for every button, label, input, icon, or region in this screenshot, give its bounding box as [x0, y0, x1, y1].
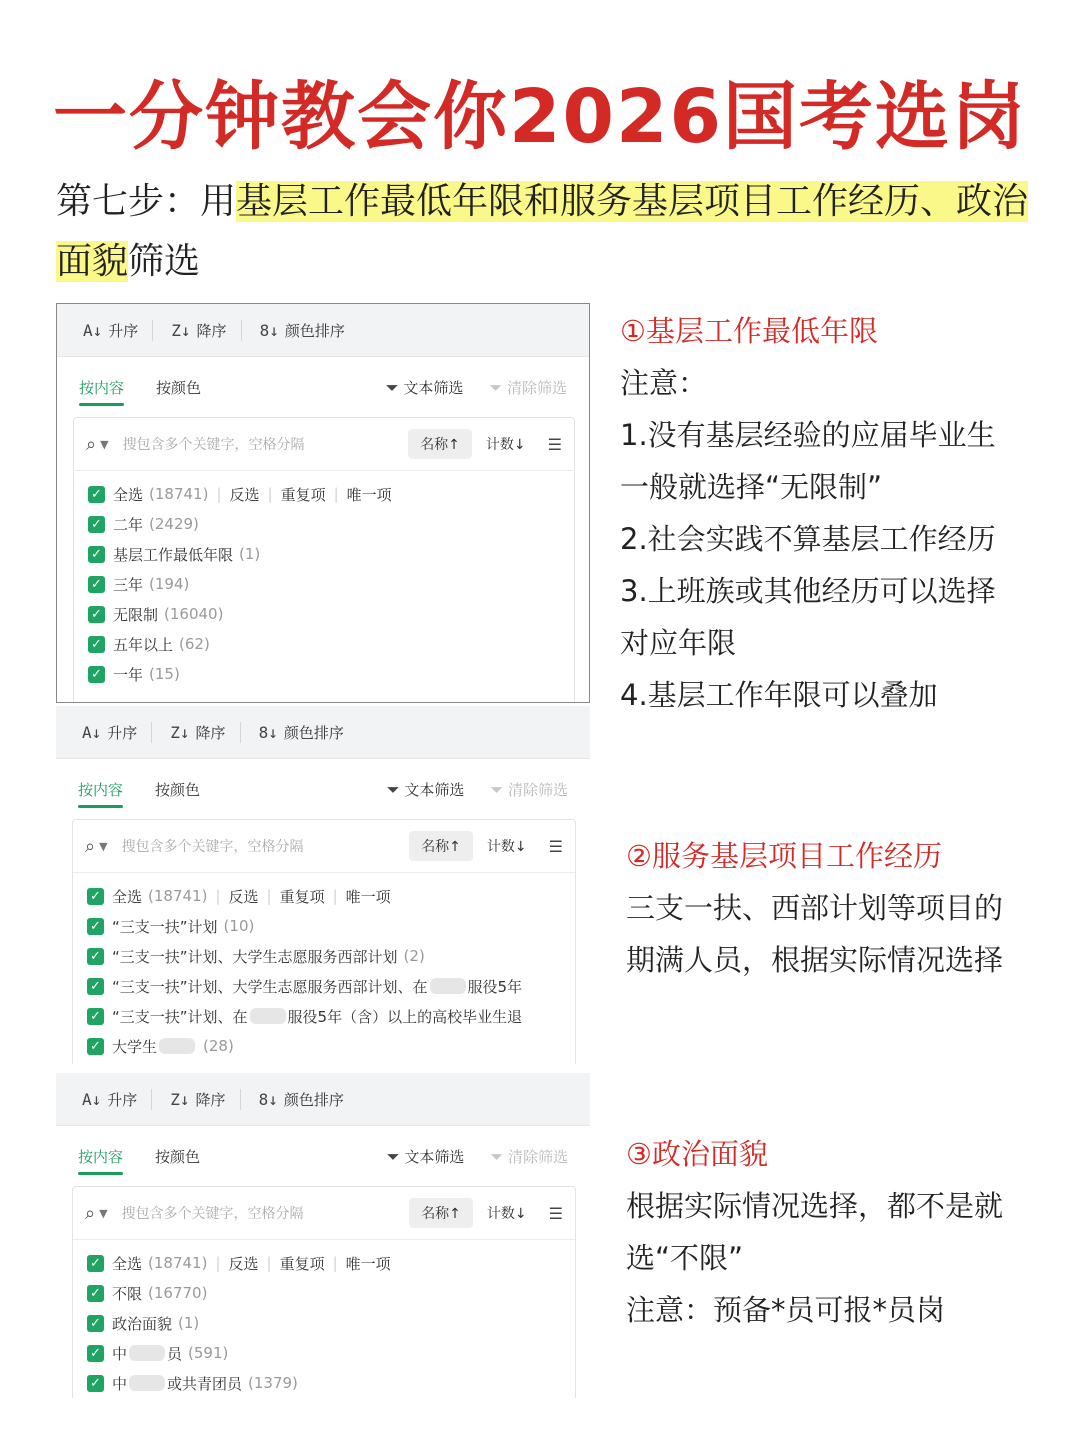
list-item[interactable] [87, 1278, 575, 1308]
note-1-line: 1.没有基层经验的应届毕业生 [620, 418, 996, 452]
note-1-line: 4.基层工作年限可以叠加 [620, 678, 938, 712]
chevron-down-icon[interactable]: ▼ [99, 839, 108, 853]
list-item-label-tail: 或共青团员 [167, 1374, 243, 1393]
search-icon: ⌕ [85, 835, 96, 857]
redacted-blur [250, 1008, 286, 1024]
filter-panel-1 [56, 303, 590, 703]
step-prefix: 第七步：用 [56, 181, 237, 222]
checkbox-icon[interactable]: ✓ [87, 1315, 104, 1332]
sort-toolbar [56, 706, 590, 759]
redacted-blur [129, 1345, 165, 1361]
checkbox-icon[interactable]: ✓ [87, 978, 104, 995]
filter-icon: ⏷ [385, 377, 399, 397]
sort-toolbar [56, 1073, 590, 1126]
sort-by-name-button[interactable]: 名称↑ [408, 429, 472, 459]
select-all-row[interactable]: ✓ 全选 (18741) | 反选 | 重复项 | 唯一项 [88, 479, 574, 509]
checkbox-icon[interactable]: ✓ [88, 516, 105, 533]
invert-button[interactable]: 反选 [229, 485, 260, 504]
list-item-label: 无限制 [113, 605, 159, 624]
select-all-row[interactable]: ✓ 全选 (18741) | 反选 | 重复项 | 唯一项 [87, 881, 575, 911]
list-item-label: 中 [112, 1374, 128, 1393]
list-item-count: (591) [188, 1344, 229, 1362]
note-3-line: 注意：预备*员可报*员岗 [626, 1293, 946, 1327]
color-sort-icon: 8↓ [258, 722, 278, 742]
checkbox-icon[interactable]: ✓ [88, 576, 105, 593]
select-all-row[interactable]: ✓ 全选 (18741) | 反选 | 重复项 | 唯一项 [87, 1248, 575, 1278]
checkbox-icon[interactable]: ✓ [87, 1255, 104, 1272]
clear-filter-button[interactable]: ⏷ 清除筛选 [490, 1146, 568, 1166]
invert-button[interactable]: 反选 [228, 887, 259, 906]
duplicates-button[interactable]: 重复项 [280, 485, 326, 504]
checkbox-icon[interactable]: ✓ [88, 636, 105, 653]
sort-asc-icon: A↓ [83, 320, 103, 340]
filter-panel-2 [56, 706, 590, 1064]
list-item-label: “三支一扶”计划、在 [112, 1007, 248, 1026]
list-item-count: (16040) [164, 605, 224, 623]
list-item-label-tail: 服役5年（含）以上的高校毕业生退 [287, 1007, 523, 1026]
list-item[interactable] [88, 569, 574, 599]
note-1-line: 2.社会实践不算基层工作经历 [620, 522, 996, 556]
checkbox-icon[interactable]: ✓ [87, 918, 104, 935]
sort-asc-button[interactable]: A↓ 升序 [82, 722, 138, 742]
list-item-count: (1) [239, 545, 261, 563]
checkbox-icon[interactable]: ✓ [88, 666, 105, 683]
sort-asc-button[interactable]: A↓ 升序 [82, 1089, 138, 1109]
list-item-count: (1379) [248, 1374, 298, 1392]
filter-tabs [56, 759, 590, 819]
list-item-label-tail: 服役5年 [467, 977, 523, 996]
list-item-label: 不限 [112, 1284, 143, 1303]
list-item-count: (62) [179, 635, 210, 653]
note-1 [620, 305, 996, 721]
list-item-label-tail: 员 [167, 1344, 183, 1363]
list-item-label: 政治面貌 [112, 1314, 173, 1333]
note-2-line: 期满人员，根据实际情况选择 [626, 943, 1004, 977]
list-item-label: 三年 [113, 575, 144, 594]
color-sort-icon: 8↓ [259, 320, 279, 340]
note-3 [626, 1128, 1003, 1336]
checkbox-icon[interactable]: ✓ [87, 948, 104, 965]
search-input[interactable]: 搜包含多个关键字，空格分隔 [122, 437, 305, 453]
checkbox-icon[interactable]: ✓ [88, 486, 105, 503]
color-sort-button[interactable]: 8↓ 颜色排序 [240, 1089, 358, 1110]
list-item[interactable] [88, 659, 574, 689]
step-highlight-2: 面貌 [56, 241, 129, 282]
list-item-count: (2429) [149, 515, 199, 533]
redacted-blur [129, 1375, 165, 1391]
note-1-line: 注意： [620, 366, 708, 400]
list-item-label: “三支一扶”计划、大学生志愿服务西部计划 [112, 947, 398, 966]
page-title: 一分钟教会你2026国考选岗 [53, 74, 1027, 160]
list-item[interactable] [87, 941, 575, 971]
unique-button[interactable]: 唯一项 [345, 887, 391, 906]
duplicates-button[interactable]: 重复项 [279, 1254, 325, 1273]
note-2-line: 三支一扶、西部计划等项目的 [626, 891, 1004, 925]
tab-by-content[interactable]: 按内容 [78, 780, 124, 799]
list-item-count: (15) [149, 665, 180, 683]
checkbox-icon[interactable]: ✓ [87, 1038, 104, 1055]
list-item[interactable] [88, 599, 574, 629]
filter-tabs [57, 357, 589, 417]
sort-desc-icon: Z↓ [170, 1089, 190, 1109]
color-sort-button[interactable]: 8↓ 颜色排序 [241, 320, 359, 341]
value-list [74, 471, 574, 689]
checkbox-icon[interactable]: ✓ [87, 1345, 104, 1362]
note-3-heading: ③政治面貌 [626, 1137, 768, 1171]
sort-asc-button[interactable]: A↓ 升序 [83, 320, 139, 340]
value-list [73, 873, 575, 1061]
unique-button[interactable]: 唯一项 [346, 485, 392, 504]
checkbox-icon[interactable]: ✓ [87, 1008, 104, 1025]
chevron-down-icon[interactable]: ▼ [99, 1206, 108, 1220]
value-list [73, 1240, 575, 1398]
clear-filter-button[interactable]: ⏷ 清除筛选 [489, 377, 567, 397]
list-item[interactable] [88, 509, 574, 539]
checkbox-icon[interactable]: ✓ [88, 606, 105, 623]
text-filter-button[interactable]: ⏷ 文本筛选 [386, 779, 465, 799]
step-instruction [56, 172, 1036, 292]
sort-desc-icon: Z↓ [171, 320, 191, 340]
redacted-blur [159, 1038, 195, 1054]
list-options-icon[interactable]: ☰ [548, 836, 563, 856]
note-1-line: 对应年限 [620, 626, 737, 660]
filter-tabs [56, 1126, 590, 1186]
sort-desc-icon: Z↓ [170, 722, 190, 742]
list-item[interactable] [87, 1368, 575, 1398]
filter-list-box [73, 417, 575, 703]
step-suffix: 筛选 [128, 241, 201, 282]
sort-toolbar [57, 304, 589, 357]
list-item-label: 大学生 [112, 1037, 158, 1056]
step-highlight-1: 基层工作最低年限和服务基层项目工作经历、政治 [236, 181, 1029, 222]
clear-filter-button[interactable]: ⏷ 清除筛选 [490, 779, 568, 799]
tab-by-color[interactable]: 按颜色 [156, 378, 202, 397]
search-icon: ⌕ [86, 433, 97, 455]
note-1-line: 3.上班族或其他经历可以选择 [620, 574, 996, 608]
sort-by-count-button[interactable]: 计数↓ [485, 437, 526, 453]
list-item-label: 中 [112, 1344, 128, 1363]
filter-icon: ⏷ [386, 779, 400, 799]
tab-by-content[interactable]: 按内容 [78, 1147, 124, 1166]
filter-list-box [72, 819, 576, 1064]
list-item-count: (28) [203, 1037, 234, 1055]
tab-by-color[interactable]: 按颜色 [155, 780, 201, 799]
sort-desc-button[interactable]: Z↓ 降序 [151, 1089, 239, 1110]
list-item-label: 一年 [113, 665, 144, 684]
list-item[interactable] [87, 1308, 575, 1338]
list-item-count: (1) [178, 1314, 200, 1332]
invert-button[interactable]: 反选 [228, 1254, 259, 1273]
search-input[interactable]: 搜包含多个关键字，空格分隔 [121, 1206, 304, 1222]
search-icon: ⌕ [85, 1202, 96, 1224]
search-input[interactable]: 搜包含多个关键字，空格分隔 [121, 839, 304, 855]
list-item[interactable] [87, 911, 575, 941]
note-1-line: 一般就选择“无限制” [620, 470, 883, 504]
sort-desc-button[interactable]: Z↓ 降序 [152, 320, 240, 341]
list-item[interactable] [88, 629, 574, 659]
list-options-icon[interactable]: ☰ [547, 434, 562, 454]
list-item[interactable] [87, 971, 575, 1001]
search-bar [73, 1187, 575, 1240]
sort-desc-button[interactable]: Z↓ 降序 [151, 722, 239, 743]
checkbox-icon[interactable]: ✓ [87, 888, 104, 905]
redacted-blur [430, 978, 466, 994]
list-item[interactable] [87, 1001, 575, 1031]
color-sort-button[interactable]: 8↓ 颜色排序 [240, 722, 358, 743]
tab-by-content[interactable]: 按内容 [79, 378, 125, 397]
color-sort-icon: 8↓ [258, 1089, 278, 1109]
clear-filter-icon: ⏷ [490, 1146, 504, 1166]
unique-button[interactable]: 唯一项 [345, 1254, 391, 1273]
search-bar [74, 418, 574, 471]
sort-asc-icon: A↓ [82, 722, 102, 742]
note-3-line: 选“不限” [626, 1241, 744, 1275]
sort-asc-icon: A↓ [82, 1089, 102, 1109]
list-item-count: (2) [403, 947, 425, 965]
list-item-count: (10) [223, 917, 255, 935]
list-item[interactable] [88, 539, 574, 569]
tab-by-color[interactable]: 按颜色 [155, 1147, 201, 1166]
checkbox-icon[interactable]: ✓ [88, 546, 105, 563]
note-1-heading: ①基层工作最低年限 [620, 314, 878, 348]
list-options-icon[interactable]: ☰ [548, 1203, 563, 1223]
sort-by-name-button[interactable]: 名称↑ [409, 831, 473, 861]
list-item-label: 基层工作最低年限 [113, 545, 234, 564]
text-filter-button[interactable]: ⏷ 文本筛选 [386, 1146, 465, 1166]
note-3-line: 根据实际情况选择，都不是就 [626, 1189, 1004, 1223]
sort-by-count-button[interactable]: 计数↓ [486, 1206, 527, 1222]
list-item-label: 二年 [113, 515, 144, 534]
filter-list-box [72, 1186, 576, 1398]
chevron-down-icon[interactable]: ▼ [100, 437, 109, 451]
filter-icon: ⏷ [386, 1146, 400, 1166]
list-item-label: “三支一扶”计划 [112, 917, 218, 936]
sort-by-count-button[interactable]: 计数↓ [486, 839, 527, 855]
filter-panel-3 [56, 1073, 590, 1398]
clear-filter-icon: ⏷ [489, 377, 503, 397]
sort-by-name-button[interactable]: 名称↑ [409, 1198, 473, 1228]
checkbox-icon[interactable]: ✓ [87, 1375, 104, 1392]
list-item-label: 五年以上 [113, 635, 174, 654]
text-filter-button[interactable]: ⏷ 文本筛选 [385, 377, 464, 397]
list-item-label: “三支一扶”计划、大学生志愿服务西部计划、在 [112, 977, 428, 996]
checkbox-icon[interactable]: ✓ [87, 1285, 104, 1302]
list-item-count: (16770) [148, 1284, 208, 1302]
list-item[interactable] [87, 1338, 575, 1368]
note-2 [626, 830, 1003, 986]
note-2-heading: ②服务基层项目工作经历 [626, 839, 942, 873]
list-item[interactable] [87, 1031, 575, 1061]
duplicates-button[interactable]: 重复项 [279, 887, 325, 906]
list-item-count: (194) [149, 575, 190, 593]
search-bar [73, 820, 575, 873]
clear-filter-icon: ⏷ [490, 779, 504, 799]
